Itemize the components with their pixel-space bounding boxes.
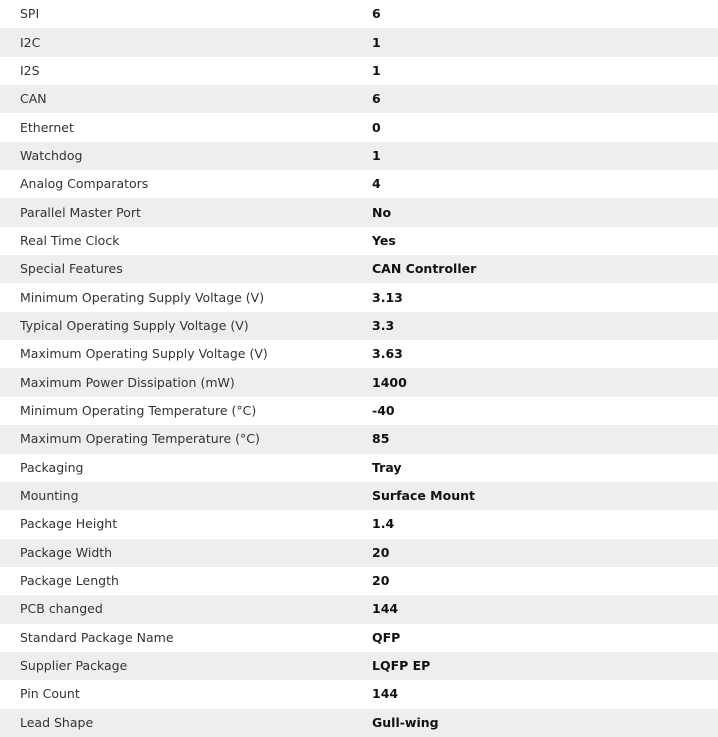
spec-row-supplier-package	[0, 652, 718, 680]
spec-value: 6	[372, 6, 381, 22]
spec-value: 1	[372, 62, 381, 78]
spec-row-package-width	[0, 539, 718, 567]
spec-row-max-supply-voltage	[0, 340, 718, 368]
spec-name: Real Time Clock	[20, 232, 120, 248]
spec-name: Package Length	[20, 573, 119, 589]
spec-name: Maximum Operating Supply Voltage (V)	[20, 346, 268, 362]
spec-name: PCB changed	[20, 601, 103, 617]
spec-value: 20	[372, 544, 390, 560]
spec-value: 6	[372, 91, 381, 107]
spec-row-package-length	[0, 567, 718, 595]
spec-value: LQFP EP	[372, 658, 431, 674]
spec-name: Lead Shape	[20, 714, 94, 730]
spec-name: Watchdog	[20, 147, 83, 163]
spec-value: Tray	[372, 459, 402, 475]
spec-row-max-power-dissipation	[0, 368, 718, 396]
spec-name: I2C	[20, 34, 41, 50]
spec-row-pcb-changed	[0, 595, 718, 623]
spec-name: CAN	[20, 91, 47, 107]
spec-name: Analog Comparators	[20, 176, 149, 192]
spec-name: Typical Operating Supply Voltage (V)	[20, 317, 249, 333]
spec-name: Standard Package Name	[20, 629, 174, 645]
spec-name: SPI	[20, 6, 40, 22]
spec-value: -40	[372, 402, 395, 418]
spec-value: 144	[372, 686, 399, 702]
spec-row-analog-comparators	[0, 170, 718, 198]
spec-value: No	[372, 204, 392, 220]
spec-value: 1.4	[372, 516, 395, 532]
spec-name: I2S	[20, 62, 40, 78]
spec-name: Package Width	[20, 544, 113, 560]
spec-row-package-height	[0, 510, 718, 538]
spec-row-watchdog	[0, 142, 718, 170]
spec-row-real-time-clock	[0, 227, 718, 255]
spec-name: Maximum Operating Temperature (°C)	[20, 431, 260, 447]
spec-row-i2c	[0, 28, 718, 56]
spec-value: 4	[372, 176, 381, 192]
spec-row-standard-package-name	[0, 624, 718, 652]
spec-row-ethernet	[0, 113, 718, 141]
spec-name: Mounting	[20, 488, 79, 504]
spec-value: Surface Mount	[372, 488, 475, 504]
spec-name: Packaging	[20, 459, 84, 475]
spec-row-i2s	[0, 57, 718, 85]
spec-name: Minimum Operating Supply Voltage (V)	[20, 289, 265, 305]
spec-row-pin-count	[0, 680, 718, 708]
spec-value: 85	[372, 431, 390, 447]
spec-value: 1400	[372, 374, 407, 390]
spec-row-min-supply-voltage	[0, 283, 718, 311]
spec-row-parallel-master-port	[0, 198, 718, 226]
spec-value: 0	[372, 119, 381, 135]
spec-row-spi	[0, 0, 718, 28]
spec-value: 3.3	[372, 317, 395, 333]
spec-value: 1	[372, 34, 381, 50]
spec-value: 3.63	[372, 346, 403, 362]
spec-name: Supplier Package	[20, 658, 128, 674]
spec-row-typ-supply-voltage	[0, 312, 718, 340]
spec-row-lead-shape	[0, 709, 718, 737]
spec-value: CAN Controller	[372, 261, 477, 277]
spec-value: 1	[372, 147, 381, 163]
spec-row-min-operating-temp	[0, 397, 718, 425]
spec-name: Maximum Power Dissipation (mW)	[20, 374, 235, 390]
spec-row-packaging	[0, 454, 718, 482]
spec-name: Special Features	[20, 261, 123, 277]
spec-row-max-operating-temp	[0, 425, 718, 453]
spec-value: QFP	[372, 629, 401, 645]
spec-row-special-features	[0, 255, 718, 283]
spec-row-mounting	[0, 482, 718, 510]
spec-name: Minimum Operating Temperature (°C)	[20, 402, 257, 418]
spec-value: 20	[372, 573, 390, 589]
spec-name: Pin Count	[20, 686, 80, 702]
spec-value: 144	[372, 601, 399, 617]
spec-value: 3.13	[372, 289, 403, 305]
spec-row-can	[0, 85, 718, 113]
spec-name: Package Height	[20, 516, 118, 532]
spec-name: Parallel Master Port	[20, 204, 141, 220]
spec-value: Yes	[372, 232, 396, 248]
spec-name: Ethernet	[20, 119, 74, 135]
spec-value: Gull-wing	[372, 714, 439, 730]
